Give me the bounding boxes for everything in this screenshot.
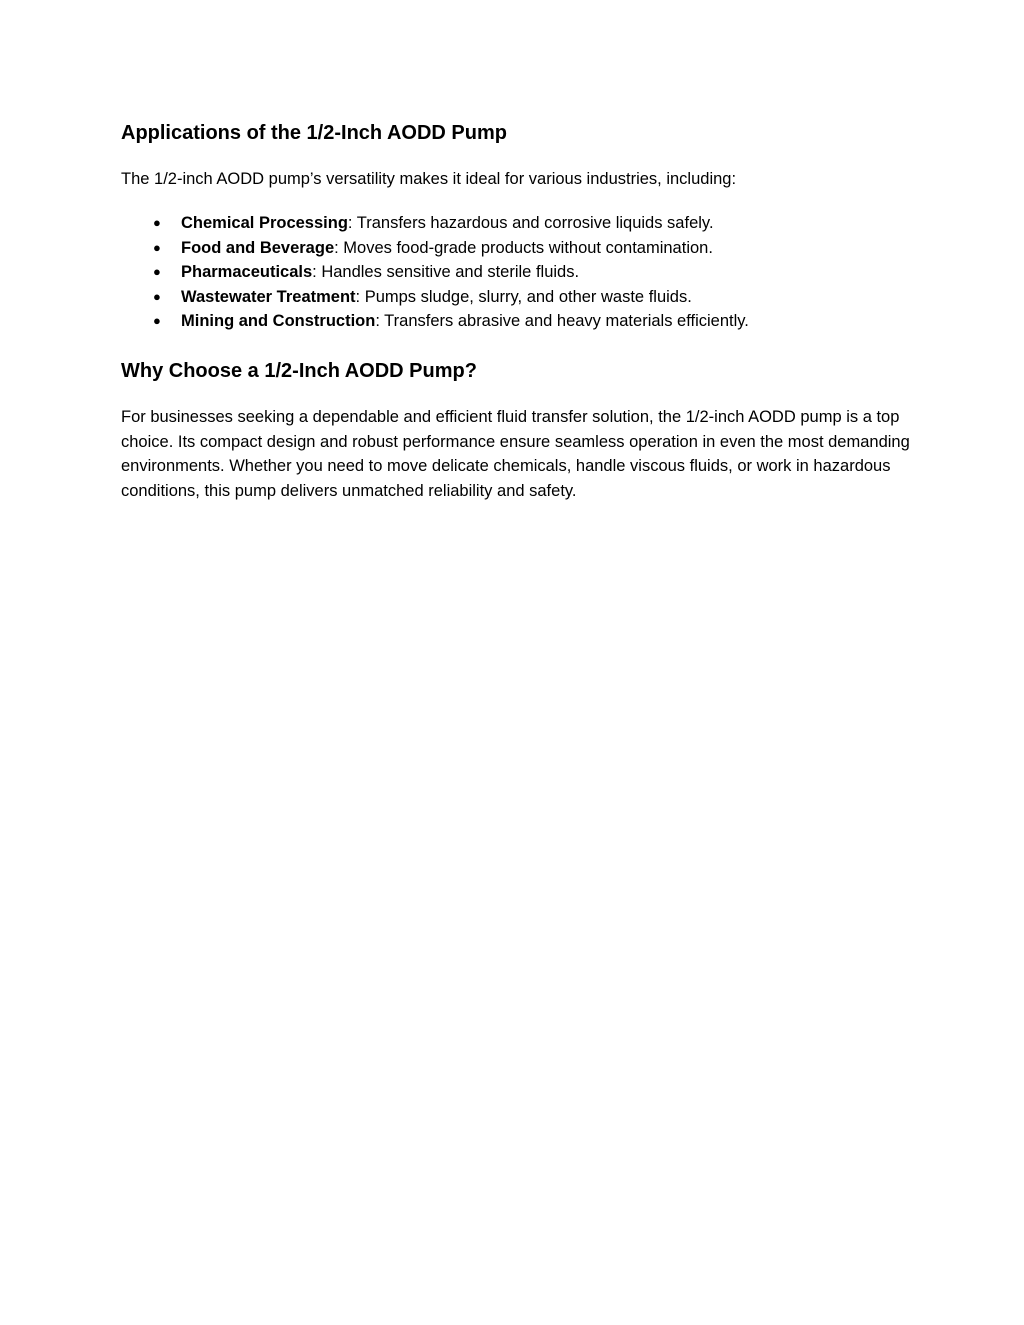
list-item-term: Pharmaceuticals [181, 263, 313, 282]
list-item-term: Chemical Processing [181, 214, 348, 233]
list-item-description: : Moves food-grade products without contamination. [334, 238, 713, 257]
list-item [121, 211, 911, 235]
list-item-term: Wastewater Treatment [181, 287, 356, 306]
list-item-description: : Transfers abrasive and heavy materials efficiently. [375, 312, 749, 331]
list-item-term: Food and Beverage [181, 238, 335, 257]
why-choose-paragraph: For businesses seeking a dependable and efficient fluid transfer solution, the 1/2-inch AODD pump is a top choice. Its compact design and robust performance ensure seamless operation in even the most demanding environments. Whether you need to move delicate chemicals, handle viscous fluids, or work in hazardous conditions, this pump delivers unmatched reliability and safety. [121, 408, 910, 500]
industries-list [121, 211, 911, 333]
list-item-description: : Transfers hazardous and corrosive liquids safely. [347, 214, 714, 233]
list-item [121, 236, 911, 260]
bullet-icon: ● [153, 215, 161, 231]
section-heading-why-choose: Why Choose a 1/2-Inch AODD Pump? [121, 360, 477, 383]
list-item-description: : Pumps sludge, slurry, and other waste fluids. [355, 287, 692, 306]
list-item [121, 285, 911, 309]
document-page [121, 118, 911, 503]
bullet-icon: ● [153, 264, 161, 280]
section-heading-applications: Applications of the 1/2-Inch AODD Pump [121, 122, 507, 144]
list-item [121, 309, 911, 333]
bullet-icon: ● [153, 239, 161, 255]
list-item-description: : Handles sensitive and sterile fluids. [312, 263, 580, 282]
applications-intro: The 1/2-inch AODD pump’s versatility makes it ideal for various industries, including: [121, 170, 737, 188]
list-item [121, 260, 911, 284]
list-item-term: Mining and Construction [181, 312, 376, 331]
bullet-icon: ● [153, 288, 161, 304]
bullet-icon: ● [153, 313, 161, 329]
